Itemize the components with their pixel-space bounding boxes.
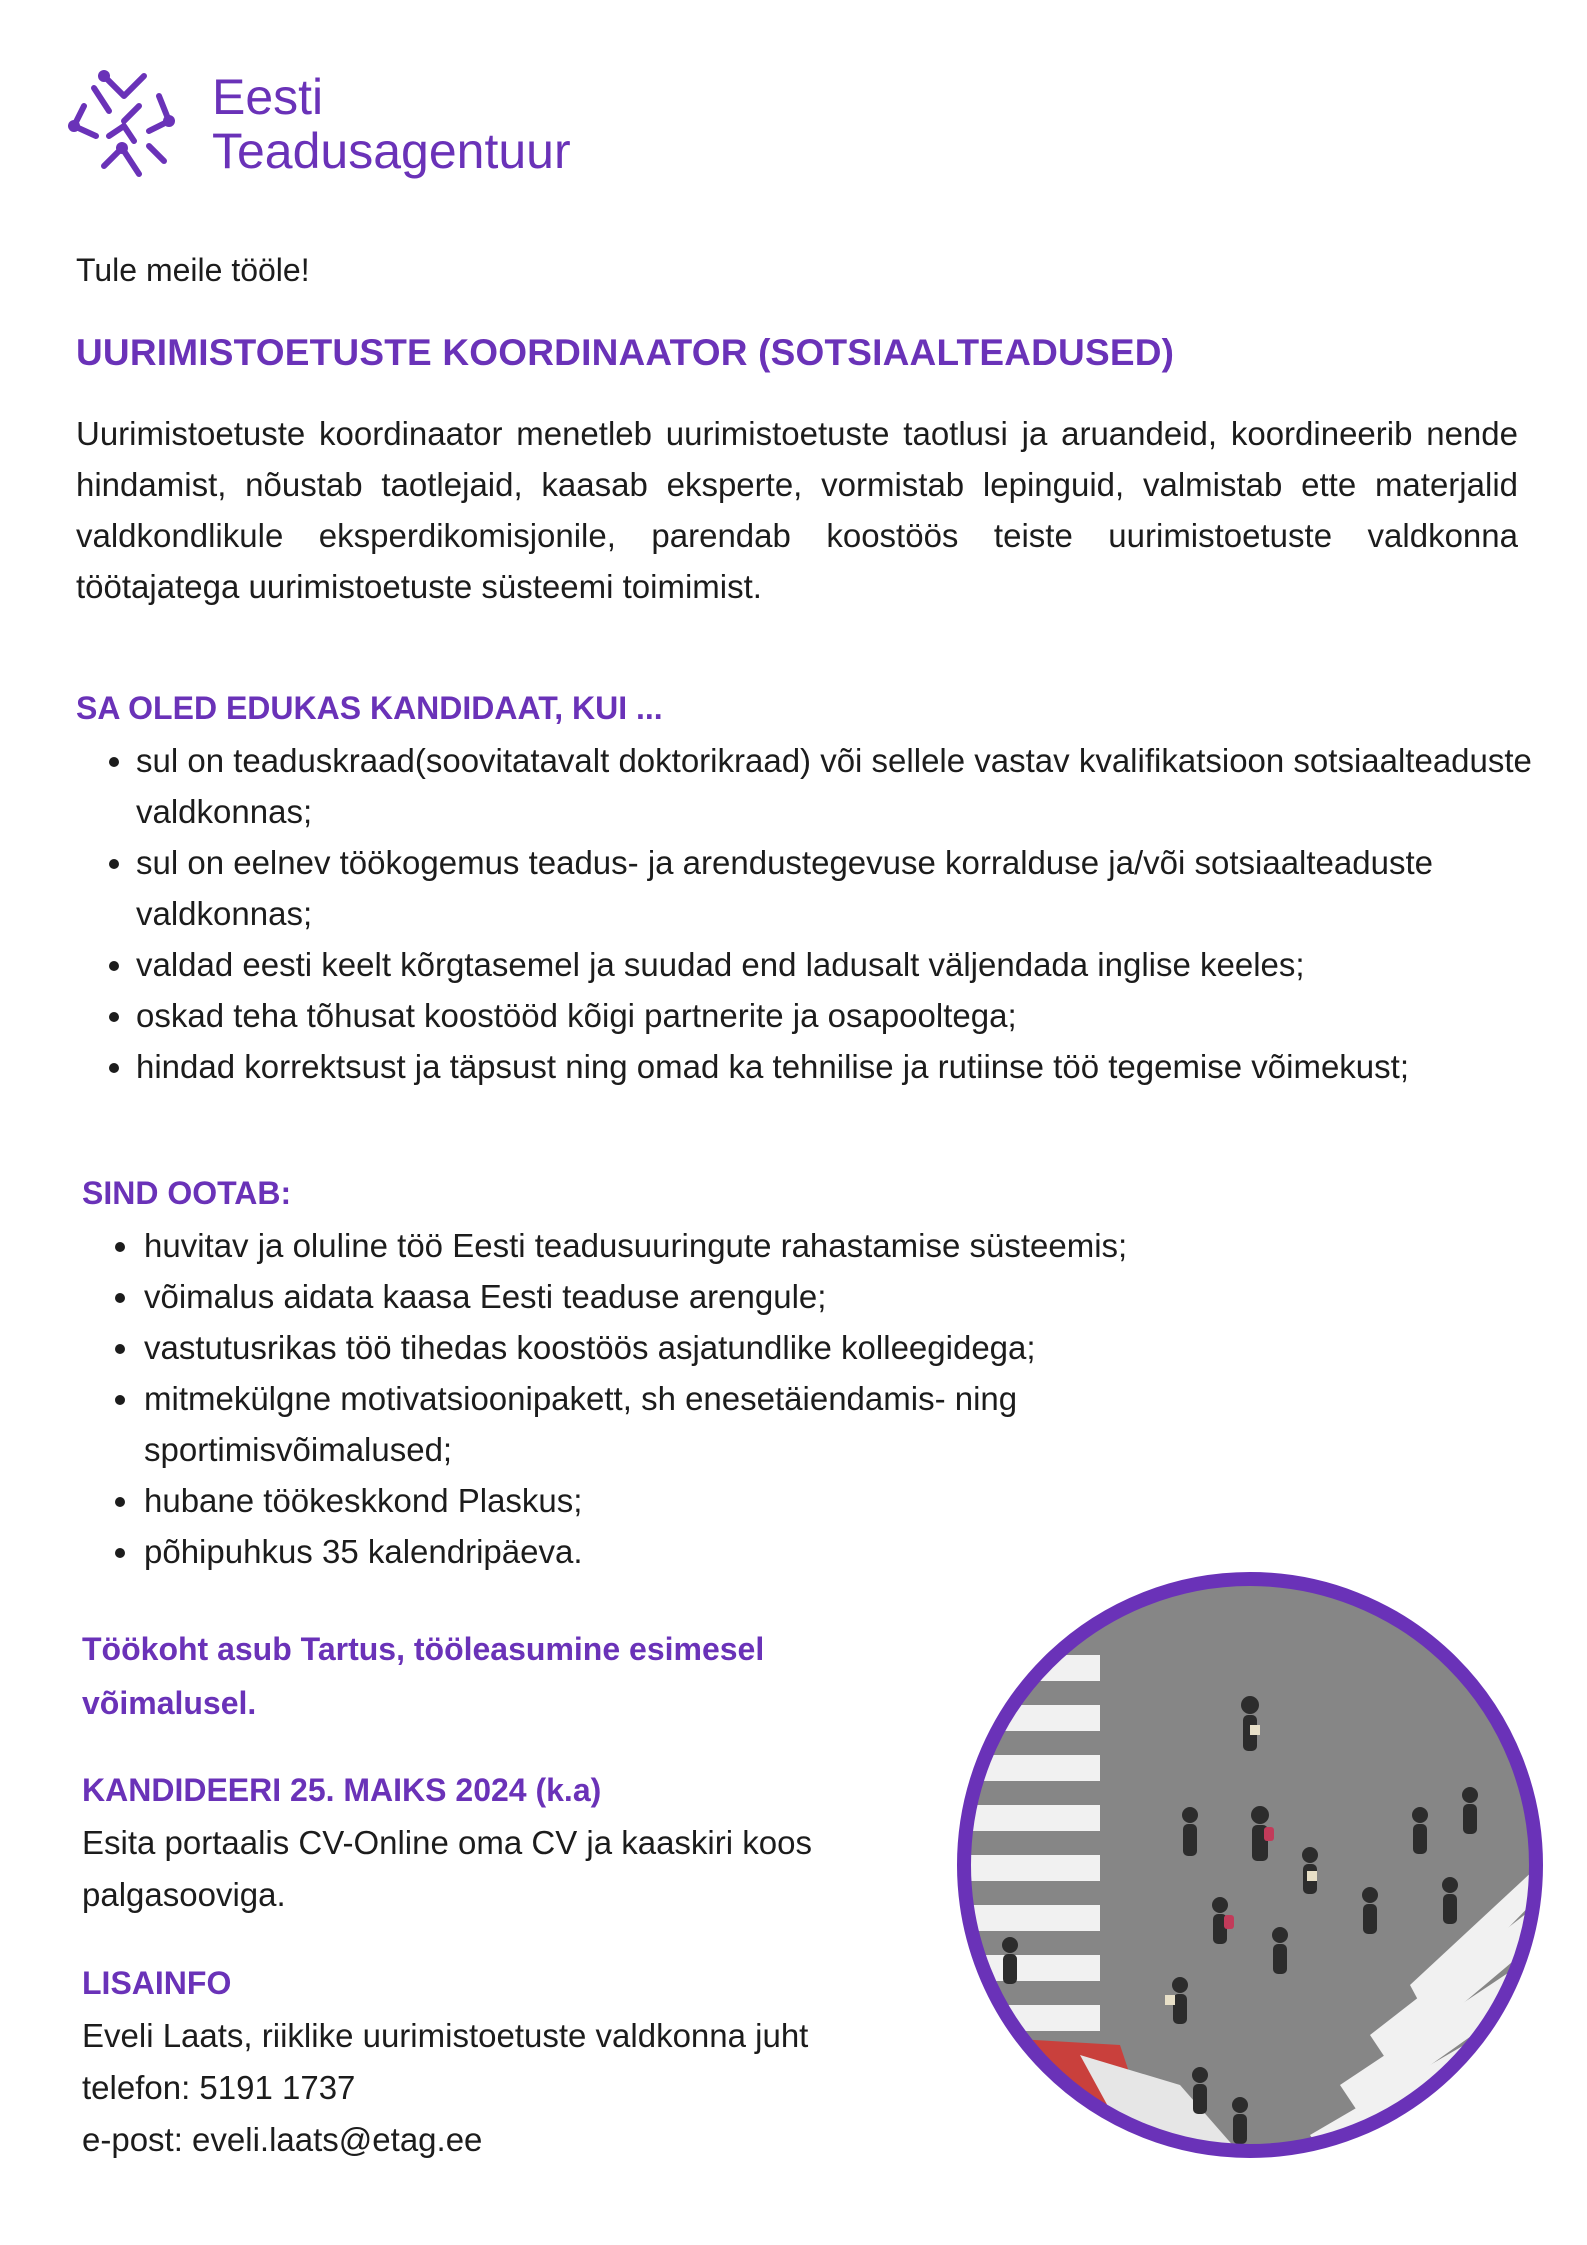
benefits-section	[82, 1175, 1332, 1577]
list-item: sul on teaduskraad(soovitatavalt doktorikraad) või sellele vastav kvalifikatsioon sotsiaalteaduste valdkonnas;	[76, 735, 1546, 837]
logo-line-2: Teadusagentuur	[212, 123, 571, 179]
contact-heading: LISAINFO	[82, 1965, 232, 2001]
benefits-list	[82, 1220, 1332, 1577]
list-item: hindad korrektsust ja täpsust ning omad ka tehnilise ja rutiinse töö tegemise võimekust;	[76, 1041, 1546, 1092]
contact-email[interactable]: e-post: eveli.laats@etag.ee	[82, 2121, 483, 2158]
apply-text: Esita portaalis CV-Online oma CV ja kaaskiri koos palgasooviga.	[82, 1824, 812, 1913]
apply-section	[82, 1772, 982, 1921]
contact-section	[82, 1965, 982, 2166]
job-title: UURIMISTOETUSTE KOORDINAATOR (SOTSIAALTEADUSED)	[76, 332, 1175, 373]
list-item: hubane töökeskkond Plaskus;	[82, 1475, 1332, 1526]
crosswalk-photo	[950, 1565, 1550, 2165]
list-item: võimalus aidata kaasa Eesti teaduse arengule;	[82, 1271, 1332, 1322]
location-text: Töökoht asub Tartus, tööleasumine esimesel võimalusel.	[82, 1631, 765, 1721]
logo-star-icon	[64, 66, 184, 186]
job-description: Uurimistoetuste koordinaator menetleb uurimistoetuste taotlusi ja aruandeid, koordineerib nende hindamist, nõustab taotlejaid, kaasab eksperte, vormistab lepinguid, valmistab ette materjalid valdkondlikule eksperdikomisjonile, parendab koostöös teiste uurimistoetuste valdkonna töötajatega uurimistoetuste süsteemi toimimist.	[76, 415, 1518, 605]
logo-wordmark	[212, 70, 571, 178]
list-item: oskad teha tõhusat koostööd kõigi partnerite ja osapooltega;	[76, 990, 1546, 1041]
requirements-list	[76, 735, 1546, 1092]
benefits-heading: SIND OOTAB:	[82, 1175, 292, 1211]
logo	[64, 62, 624, 192]
intro-text: Tule meile tööle!	[76, 252, 310, 288]
logo-line-1: Eesti	[212, 69, 324, 125]
contact-phone: telefon: 5191 1737	[82, 2069, 356, 2106]
list-item: valdad eesti keelt kõrgtasemel ja suudad end ladusalt väljendada inglise keeles;	[76, 939, 1546, 990]
contact-person: Eveli Laats, riiklike uurimistoetuste valdkonna juht	[82, 2017, 809, 2054]
list-item: huvitav ja oluline töö Eesti teadusuuringute rahastamise süsteemis;	[82, 1220, 1332, 1271]
list-item: sul on eelnev töökogemus teadus- ja arendustegevuse korralduse ja/või sotsiaalteaduste valdkonnas;	[76, 837, 1546, 939]
requirements-section	[76, 690, 1546, 1092]
apply-heading: KANDIDEERI 25. MAIKS 2024 (k.a)	[82, 1772, 602, 1808]
list-item: mitmekülgne motivatsioonipakett, sh enesetäiendamis- ning sportimisvõimalused;	[82, 1373, 1332, 1475]
requirements-heading: SA OLED EDUKAS KANDIDAAT, KUI ...	[76, 690, 663, 726]
list-item: vastutusrikas töö tihedas koostöös asjatundlike kolleegidega;	[82, 1322, 1332, 1373]
list-item: põhipuhkus 35 kalendripäeva.	[82, 1526, 1332, 1577]
